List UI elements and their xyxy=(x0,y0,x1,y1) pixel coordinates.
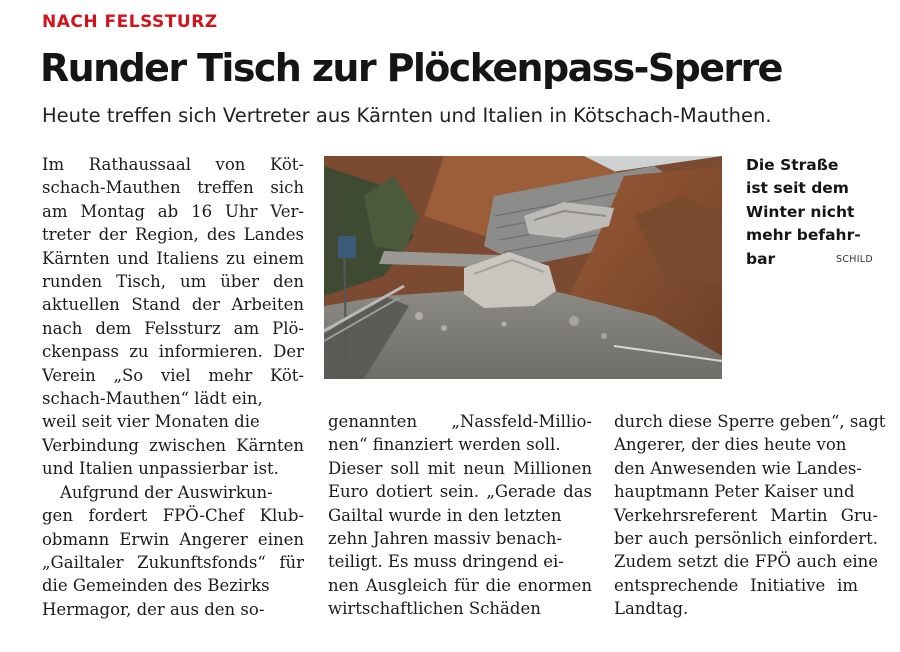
photo-credit: SCHILD xyxy=(836,254,874,265)
text-line: genannten „Nassfeld-Millio- xyxy=(328,412,592,431)
text-line: Landtag. xyxy=(614,599,689,619)
text-line: Verkehrsreferent Martin Gru- xyxy=(614,505,878,525)
text-line: Im Rathaussaal von Köt- xyxy=(42,155,304,174)
text-line: „Gailtaler Zukunftsfonds“ für xyxy=(42,552,304,572)
text-line: Angerer, der dies heute von xyxy=(614,435,847,455)
caption-line: mehr befahr- xyxy=(746,226,861,245)
text-line: ber auch persönlich einfordert. xyxy=(614,529,878,549)
text-line: obmann Erwin Angerer einen xyxy=(42,529,304,549)
text-line: schach-Mauthen treffen sich xyxy=(42,178,304,198)
caption-line: ist seit dem xyxy=(746,179,849,198)
text-line: hauptmann Peter Kaiser und xyxy=(614,482,855,502)
text-line: und Italien unpassierbar ist. xyxy=(42,459,279,479)
rockfall-photo xyxy=(324,156,722,379)
text-line: aktuellen Stand der Arbeiten xyxy=(42,295,304,315)
caption-line: bar xyxy=(746,249,776,268)
article-column-middle xyxy=(328,410,592,621)
text-line: ckenpass zu informieren. Der xyxy=(42,342,304,362)
text-line: nen“ finanziert werden soll. xyxy=(328,435,561,455)
text-line: Dieser soll mit neun Millionen xyxy=(328,458,592,478)
text-line: weil seit vier Monaten die xyxy=(42,412,260,432)
text-line: den Anwesenden wie Landes- xyxy=(614,458,862,478)
text-line: Hermagor, der aus den so- xyxy=(42,599,265,619)
article-subheadline: Heute treffen sich Vertreter aus Kärnten und Italien in Kötschach-Mauthen. xyxy=(42,104,772,127)
text-line: Kärnten und Italiens zu einem xyxy=(42,248,304,268)
text-line: zehn Jahren massiv benach- xyxy=(328,529,563,549)
text-line: gen fordert FPÖ-Chef Klub- xyxy=(42,506,304,526)
caption-line: Winter nicht xyxy=(746,202,855,221)
text-line: runden Tisch, um über den xyxy=(42,272,304,292)
text-line: am Montag ab 16 Uhr Ver- xyxy=(42,201,304,221)
text-line: nen Ausgleich für die enormen xyxy=(328,575,592,595)
article-headline: Runder Tisch zur Plöckenpass-Sperre xyxy=(40,46,782,90)
caption-line: Die Straße xyxy=(746,156,839,174)
text-line: entsprechende Initiative im xyxy=(614,575,858,595)
text-line: wirtschaftlichen Schäden xyxy=(328,599,541,619)
text-line: Zudem setzt die FPÖ auch eine xyxy=(614,552,878,572)
text-line: teiligt. Es muss dringend ei- xyxy=(328,552,564,572)
text-line: Verbindung zwischen Kärnten xyxy=(42,435,304,455)
text-line: nach dem Felssturz am Plö- xyxy=(42,318,304,338)
text-line: durch diese Sperre geben“, sagt xyxy=(614,412,886,431)
text-line: Aufgrund der Auswirkun- xyxy=(60,482,273,502)
article-column-right xyxy=(614,410,886,621)
article-kicker: NACH FELSSTURZ xyxy=(42,12,218,32)
text-line: schach-Mauthen“ lädt ein, xyxy=(42,389,263,409)
text-line: Gailtal wurde in den letzten xyxy=(328,505,562,525)
text-line: Verein „So viel mehr Köt- xyxy=(42,365,304,385)
text-line: die Gemeinden des Bezirks xyxy=(42,576,270,596)
text-line: treter der Region, des Landes xyxy=(42,225,304,245)
article-column-left xyxy=(42,153,304,621)
text-line: Euro dotiert sein. „Gerade das xyxy=(328,482,592,502)
